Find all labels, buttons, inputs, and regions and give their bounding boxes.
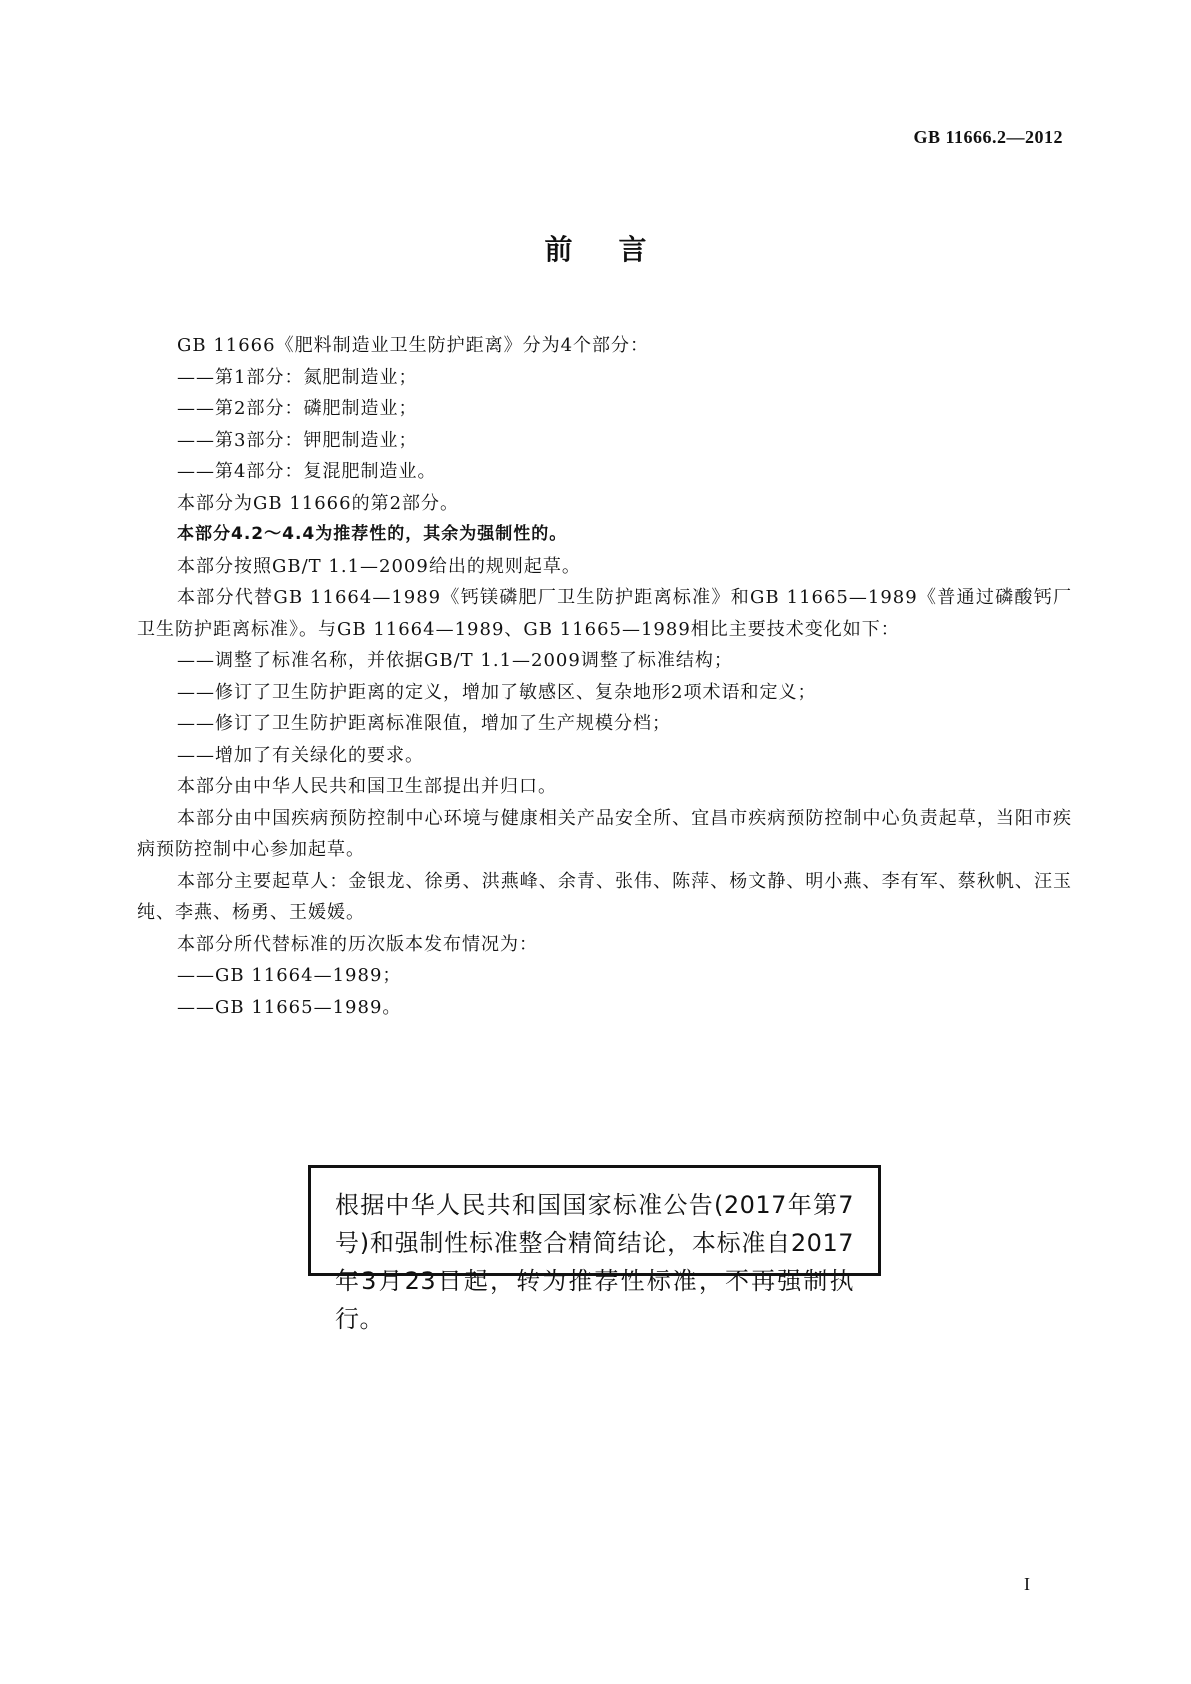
- list-item: ——第3部分：钾肥制造业；: [177, 429, 418, 451]
- list-item: ——GB 11664—1989；: [177, 965, 402, 986]
- page-number: I: [1024, 1574, 1030, 1594]
- paragraph: 本部分为GB 11666的第2部分。: [177, 492, 460, 514]
- notice-box: 根据中华人民共和国国家标准公告(2017年第7号)和强制性标准整合精简结论，本标准自2017年3月23日起，转为推荐性标准，不再强制执行。: [308, 1165, 881, 1276]
- foreword-body: [137, 330, 1072, 1023]
- page-title: 前言: [544, 233, 693, 266]
- list-item: ——GB 11665—1989。: [177, 996, 402, 1018]
- list-item: ——调整了标准名称，并依据GB/T 1.1—2009调整了标准结构；: [177, 650, 733, 671]
- paragraph: 本部分所代替标准的历次版本发布情况为：: [177, 933, 538, 955]
- paragraph-bold: 本部分4.2～4.4为推荐性的，其余为强制性的。: [177, 524, 568, 544]
- paragraph: 本部分由中华人民共和国卫生部提出并归口。: [177, 776, 557, 797]
- paragraph: 本部分按照GB/T 1.1—2009给出的规则起草。: [177, 555, 581, 577]
- paragraph: 本部分代替GB 11664—1989《钙镁磷肥厂卫生防护距离标准》和GB 11665—1989《普通过磷酸钙厂卫生防护距离标准》。与GB 11664—1989、GB 11665—1989相比主要技术变化如下：: [137, 587, 1072, 640]
- list-item: ——修订了卫生防护距离的定义，增加了敏感区、复杂地形2项术语和定义；: [177, 681, 817, 703]
- list-item: ——第1部分：氮肥制造业；: [177, 366, 418, 388]
- list-item: ——增加了有关绿化的要求。: [177, 744, 424, 766]
- paragraph: GB 11666《肥料制造业卫生防护距离》分为4个部分：: [177, 335, 650, 356]
- list-item: ——第2部分：磷肥制造业；: [177, 398, 418, 419]
- paragraph: 本部分由中国疾病预防控制中心环境与健康相关产品安全所、宜昌市疾病预防控制中心负责起草，当阳市疾病预防控制中心参加起草。: [137, 807, 1072, 860]
- paragraph: 本部分主要起草人：金银龙、徐勇、洪燕峰、余青、张伟、陈萍、杨文静、明小燕、李有军、蔡秋帆、汪玉纯、李燕、杨勇、王媛媛。: [137, 870, 1072, 923]
- list-item: ——修订了卫生防护距离标准限值，增加了生产规模分档；: [177, 713, 671, 734]
- standard-code: GB 11666.2—2012: [913, 127, 1063, 147]
- list-item: ——第4部分：复混肥制造业。: [177, 461, 437, 482]
